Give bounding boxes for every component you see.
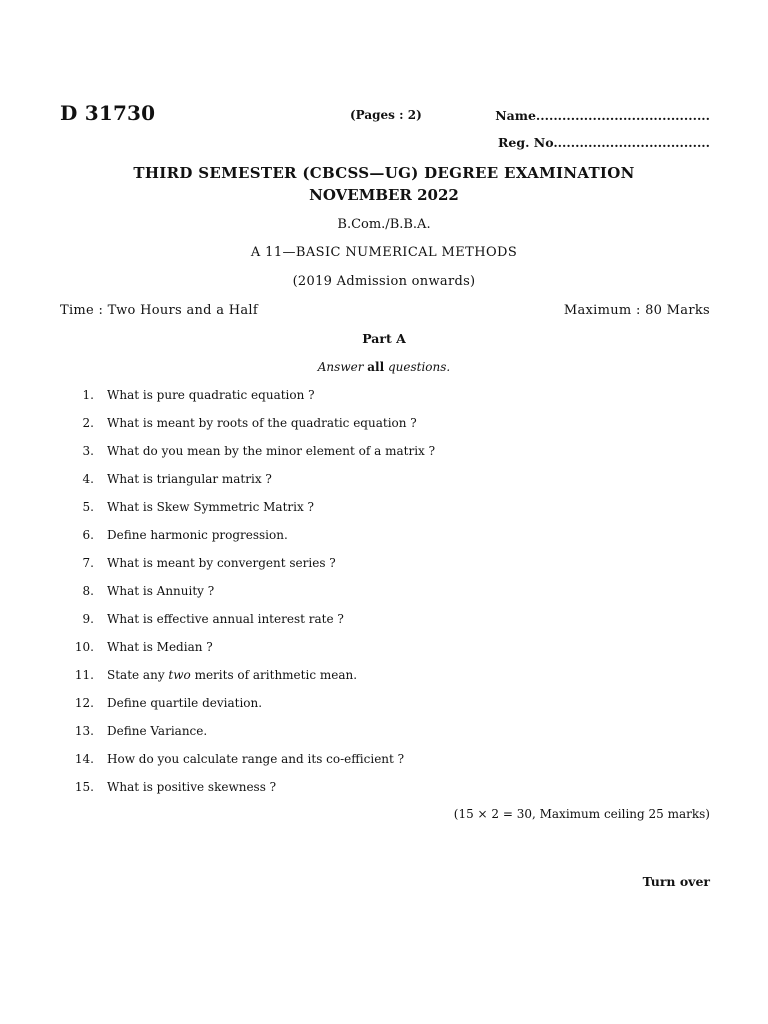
question-item bbox=[60, 751, 720, 779]
paper-code: D 31730 bbox=[60, 101, 156, 125]
instruction-emphasis: all bbox=[367, 360, 385, 374]
question-item bbox=[60, 443, 720, 471]
exam-title: THIRD SEMESTER (CBCSS—UG) DEGREE EXAMINATION bbox=[133, 164, 635, 182]
question-number: 1. bbox=[82, 388, 94, 402]
turn-over-note: Turn over bbox=[642, 874, 710, 889]
question-text-emphasis: two bbox=[168, 668, 191, 682]
question-number: 4. bbox=[82, 472, 94, 486]
question-text: Define quartile deviation. bbox=[107, 696, 263, 710]
part-heading: Part A bbox=[362, 331, 406, 346]
question-item bbox=[60, 555, 720, 583]
question-text: What is effective annual interest rate ? bbox=[107, 612, 344, 626]
question-item bbox=[60, 387, 720, 415]
question-text bbox=[107, 667, 357, 683]
part-instruction bbox=[0, 360, 768, 374]
question-text: What is triangular matrix ? bbox=[107, 472, 272, 486]
maximum-marks: Maximum : 80 Marks bbox=[563, 303, 710, 318]
question-text: What is positive skewness ? bbox=[107, 780, 277, 794]
instruction-prefix: Answer bbox=[317, 360, 368, 374]
page-count: (Pages : 2) bbox=[350, 108, 422, 122]
register-number-field: Reg. No.................................... bbox=[498, 135, 710, 150]
question-text: What is Annuity ? bbox=[107, 584, 215, 598]
question-text: What do you mean by the minor element of a matrix ? bbox=[107, 444, 436, 458]
question-item bbox=[60, 611, 720, 639]
question-text-post: merits of arithmetic mean. bbox=[190, 668, 358, 682]
question-number: 14. bbox=[74, 752, 94, 766]
question-number: 2. bbox=[82, 416, 94, 430]
question-text: What is meant by convergent series ? bbox=[107, 556, 336, 570]
question-item bbox=[60, 471, 720, 499]
admission-note: (2019 Admission onwards) bbox=[292, 274, 476, 289]
question-number: 6. bbox=[82, 528, 94, 542]
question-number: 11. bbox=[74, 668, 94, 682]
question-item bbox=[60, 527, 720, 555]
exam-duration: Time : Two Hours and a Half bbox=[60, 303, 258, 318]
question-number: 3. bbox=[82, 444, 94, 458]
question-item bbox=[60, 639, 720, 667]
instruction-suffix: questions. bbox=[384, 360, 451, 374]
course-name: B.Com./B.B.A. bbox=[337, 217, 431, 232]
subject-title: A 11—BASIC NUMERICAL METHODS bbox=[250, 245, 518, 260]
candidate-name-field: Name........................................ bbox=[495, 108, 710, 123]
marks-allocation: (15 × 2 = 30, Maximum ceiling 25 marks) bbox=[453, 807, 710, 821]
question-text: What is Median ? bbox=[107, 640, 213, 654]
question-text: What is meant by roots of the quadratic equation ? bbox=[107, 416, 417, 430]
question-number: 9. bbox=[82, 612, 94, 626]
question-item bbox=[60, 779, 720, 807]
question-number: 13. bbox=[74, 724, 94, 738]
question-text: What is pure quadratic equation ? bbox=[107, 388, 315, 402]
question-item bbox=[60, 723, 720, 751]
question-list bbox=[60, 387, 720, 807]
question-number: 10. bbox=[74, 640, 94, 654]
question-text: What is Skew Symmetric Matrix ? bbox=[107, 500, 314, 514]
question-item bbox=[60, 695, 720, 723]
question-number: 15. bbox=[74, 780, 94, 794]
exam-session: NOVEMBER 2022 bbox=[309, 186, 459, 204]
question-number: 12. bbox=[74, 696, 94, 710]
question-text: How do you calculate range and its co-efficient ? bbox=[107, 752, 405, 766]
question-item bbox=[60, 583, 720, 611]
question-item bbox=[60, 415, 720, 443]
question-text: Define harmonic progression. bbox=[107, 528, 288, 542]
question-number: 7. bbox=[82, 556, 94, 570]
question-text: Define Variance. bbox=[107, 724, 208, 738]
question-number: 8. bbox=[82, 584, 94, 598]
question-text-pre: State any bbox=[107, 668, 169, 682]
question-item bbox=[60, 499, 720, 527]
question-number: 5. bbox=[82, 500, 94, 514]
question-item bbox=[60, 667, 720, 695]
